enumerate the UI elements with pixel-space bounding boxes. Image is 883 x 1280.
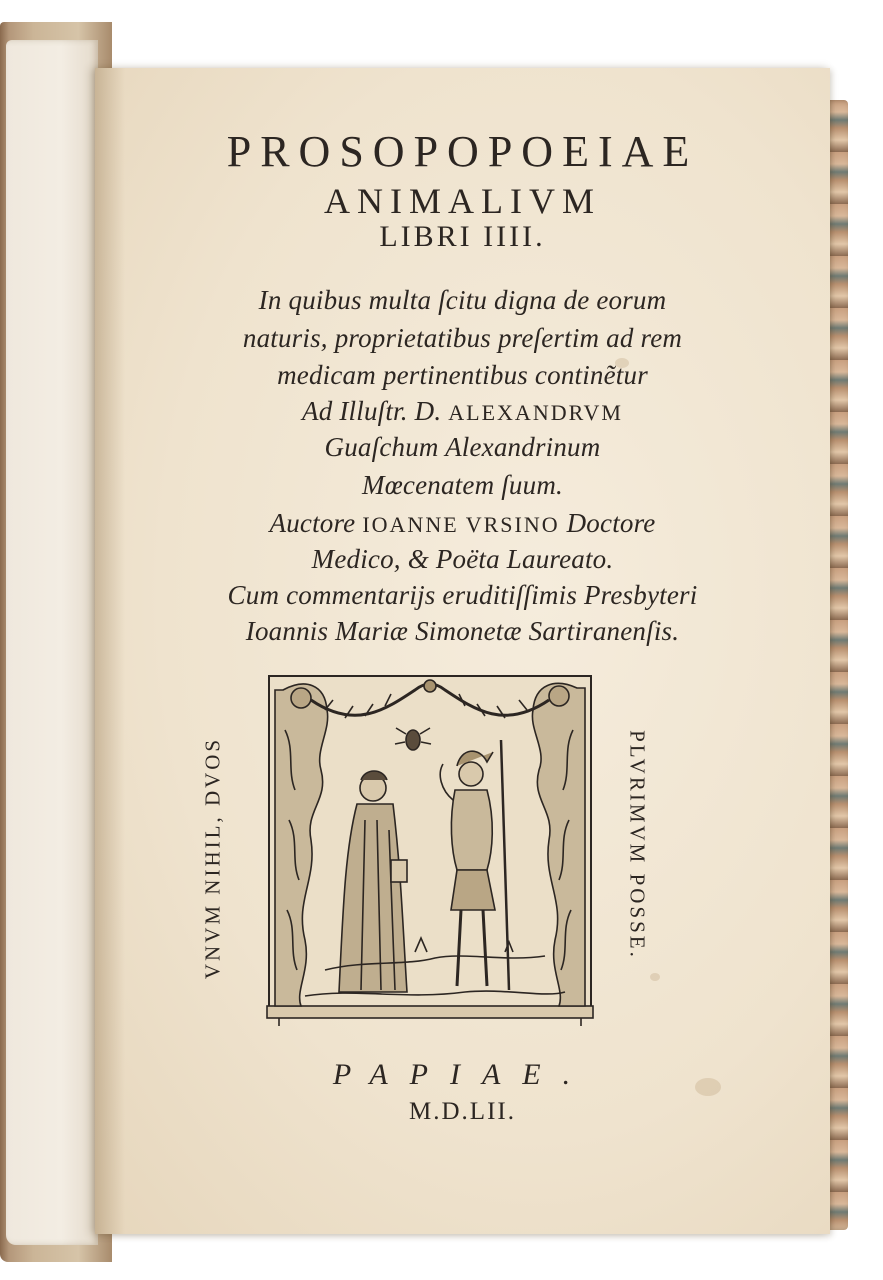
- commentary-line-1: Cum commentarijs eruditiſſimis Presbyteri: [227, 580, 698, 610]
- author-name: IOANNE VRSINO: [362, 512, 560, 537]
- description-line-2: naturis, proprietatibus preſertim ad rem: [242, 323, 683, 353]
- woodcut-scholar-and-soldier-icon: [265, 670, 595, 1028]
- book-subtitle-1: ANIMALIVM: [324, 181, 601, 221]
- dedication-line-3: Mœcenatem ſuum.: [362, 470, 563, 500]
- author-line-2: Medico, & Poëta Laureato.: [311, 544, 614, 574]
- imprint-place: PAPIAE.: [332, 1058, 593, 1091]
- motto-left: VNVM NIHIL, DVOS: [200, 736, 225, 980]
- author-prefix: Auctore: [269, 508, 356, 538]
- dedication-name: ALEXANDRVM: [448, 400, 623, 425]
- book-flyleaf: [6, 40, 98, 1245]
- dedication-line-2: Guaſchum Alexandrinum: [324, 432, 601, 462]
- dedication-prefix: Ad Illuſtr. D.: [302, 396, 442, 426]
- book-title: PROSOPOPOEIAE: [226, 127, 699, 176]
- author-suffix: Doctore: [566, 508, 656, 538]
- dedication-line-1: [95, 396, 830, 427]
- author-line-1: [95, 508, 830, 539]
- description-line-3: medicam pertinentibus continẽtur: [277, 360, 648, 390]
- title-page: [95, 68, 830, 1234]
- foxing-spot: [650, 973, 660, 981]
- book-subtitle-2: LIBRI IIII.: [379, 220, 546, 253]
- description-line-1: In quibus multa ſcitu digna de eorum: [258, 285, 667, 315]
- motto-right: PLVRIMVM POSSE.: [625, 730, 650, 960]
- imprint-year: M.D.LII.: [409, 1098, 516, 1125]
- commentary-line-2: Ioannis Mariæ Simonetæ Sartiranenſis.: [245, 616, 680, 646]
